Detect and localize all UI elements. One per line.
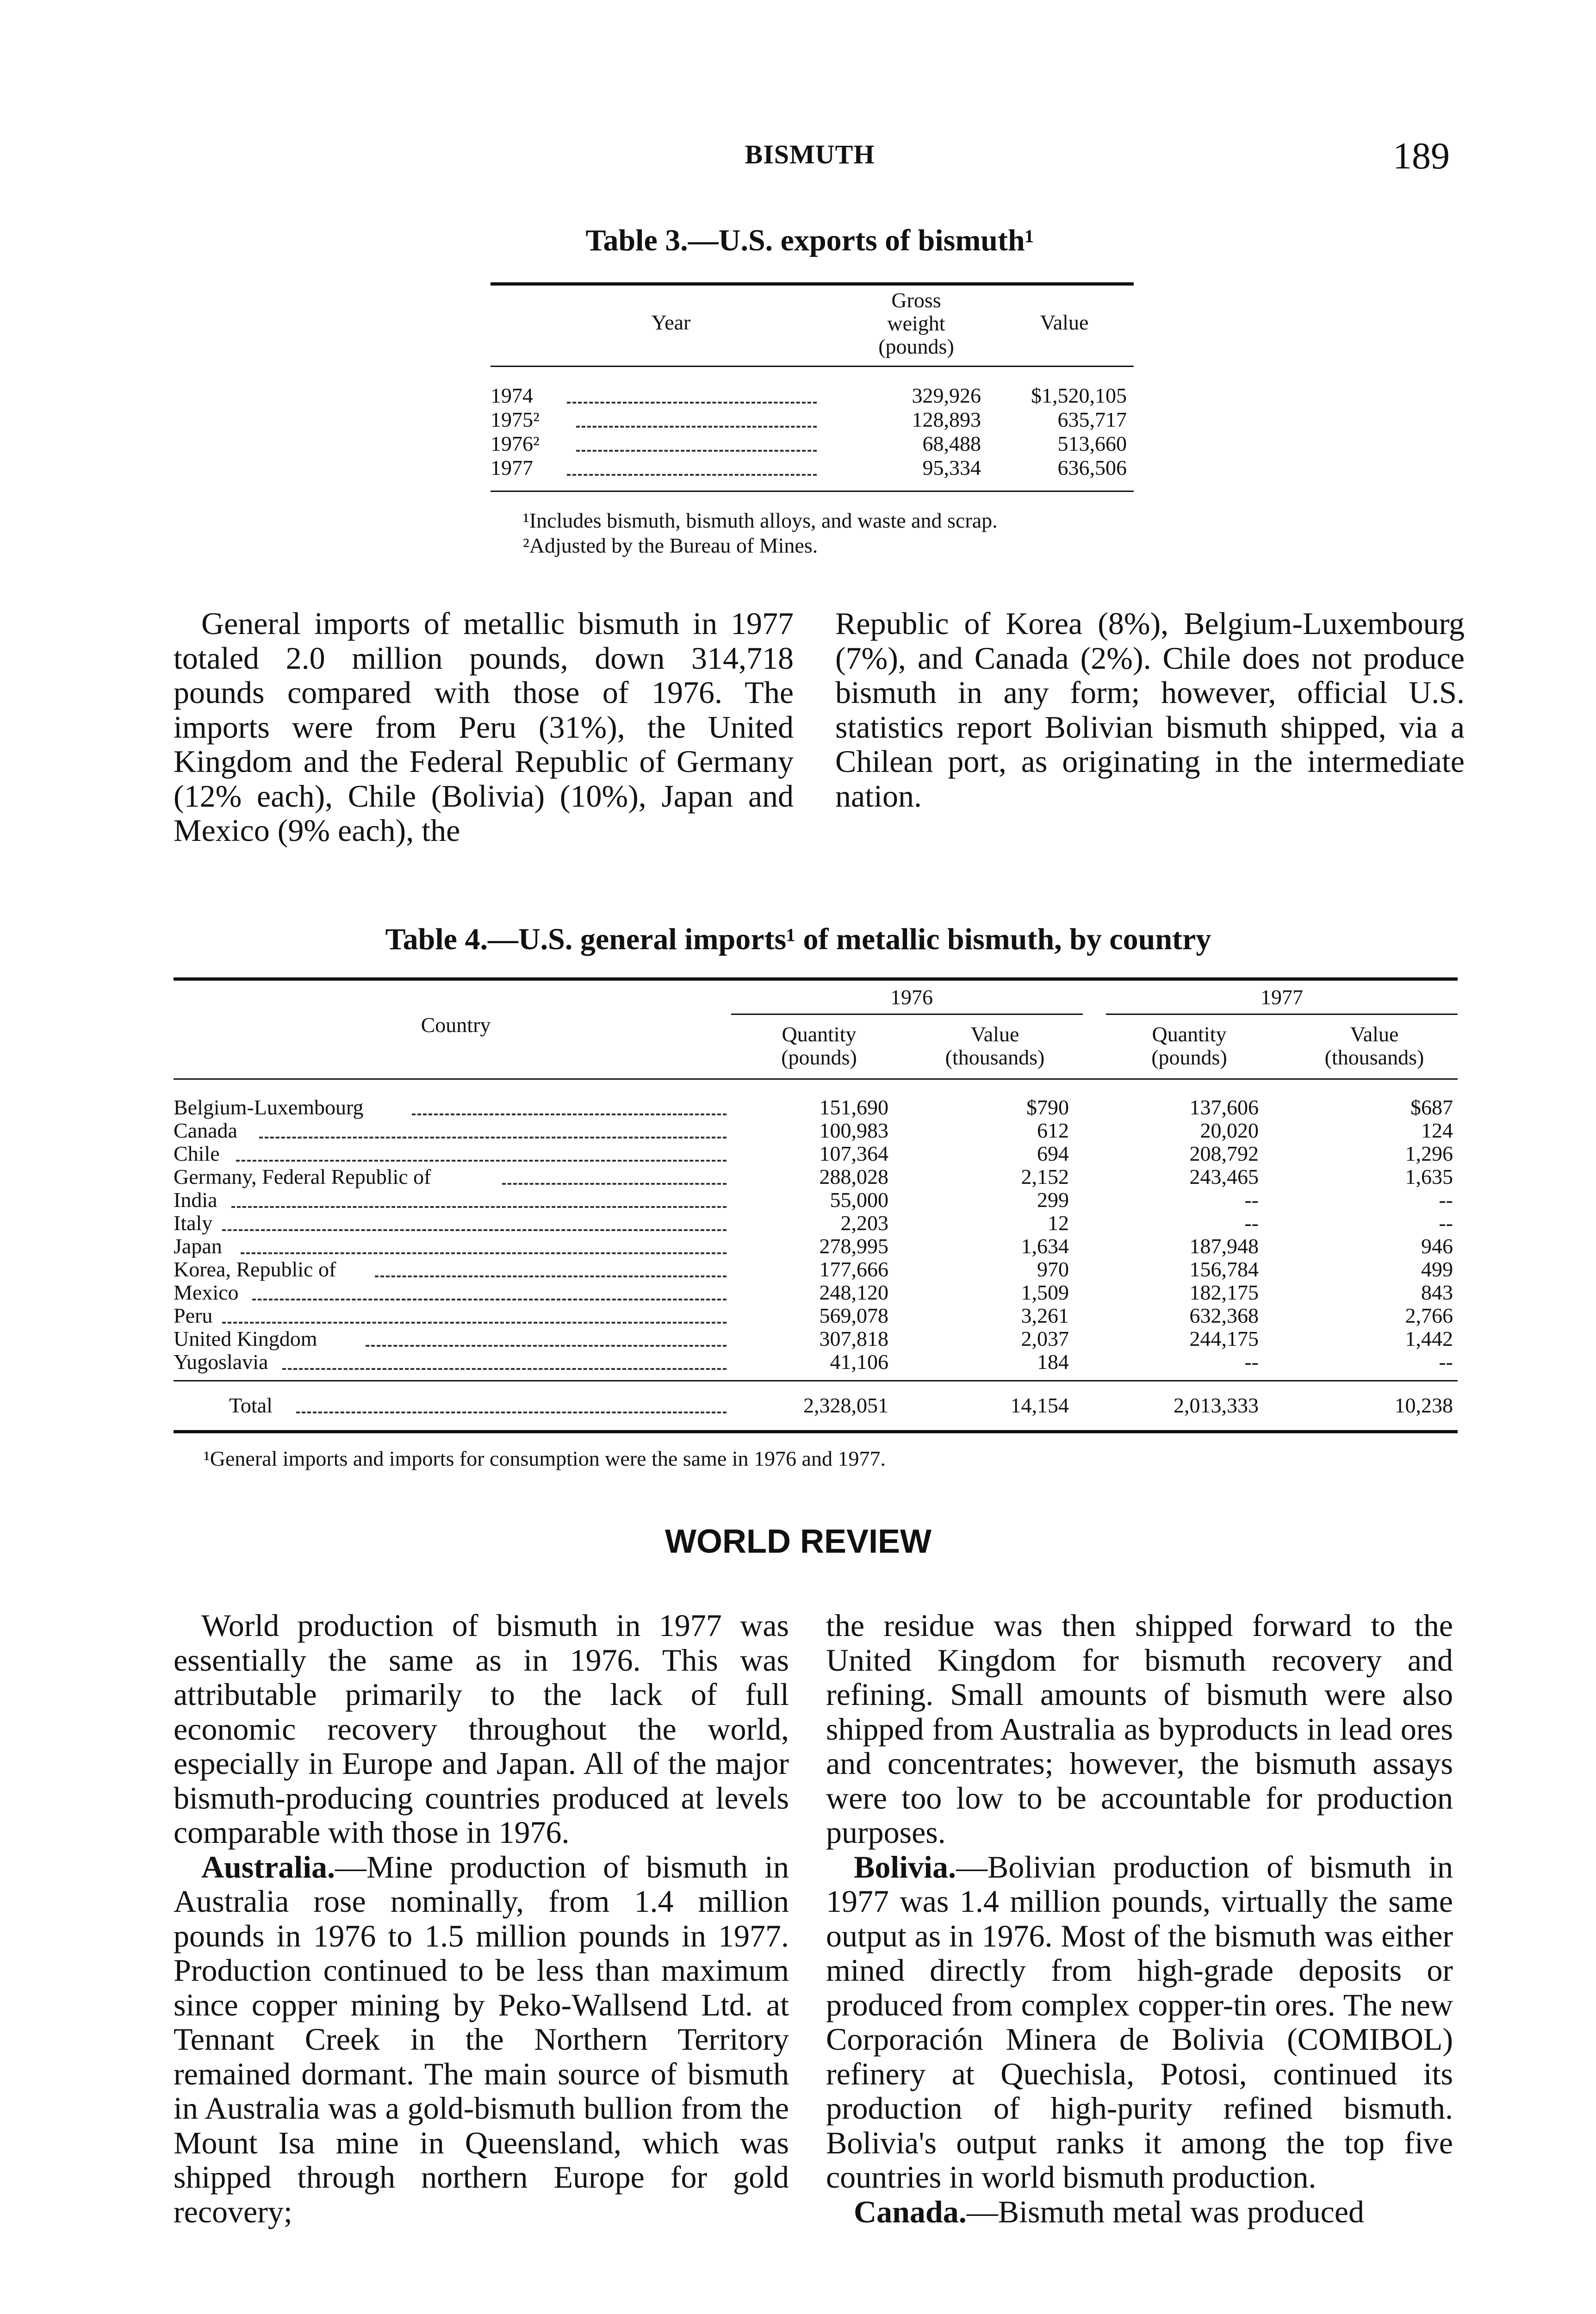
australia-paragraph	[174, 1850, 789, 2229]
table-4-country: Japan	[174, 1234, 222, 1258]
running-title: BISMUTH	[745, 139, 875, 169]
table-3-header-rule	[491, 366, 1134, 367]
table-3-value: 635,717	[1057, 408, 1127, 431]
leader-dots	[282, 1368, 727, 1370]
table-4-val-1977: 499	[1421, 1257, 1453, 1281]
leader-dots	[259, 1137, 727, 1138]
table-4-qty-1976: 151,690	[819, 1095, 888, 1119]
table-4-qty-1976: 41,106	[830, 1350, 888, 1374]
table-4-qty-1977: 187,948	[1189, 1234, 1259, 1258]
table-4-qty-1977: --	[1244, 1350, 1259, 1374]
table-4-val-1976: 694	[1037, 1142, 1069, 1165]
leader-dots	[567, 402, 817, 404]
table-3-weight: 128,893	[912, 408, 981, 431]
table-4-qty-1977: 20,020	[1200, 1119, 1259, 1142]
table-4-val-1976: 970	[1037, 1257, 1069, 1281]
table-4-country: Korea, Republic of	[174, 1257, 336, 1281]
table-3-weight: 68,488	[922, 432, 981, 455]
leader-dots	[222, 1322, 727, 1324]
table-4-qty-1976: 100,983	[819, 1119, 888, 1142]
table-4-country: India	[174, 1188, 217, 1212]
table-3-value: 636,506	[1057, 456, 1127, 479]
table-4-val-1976: 3,261	[1021, 1304, 1069, 1327]
table-4-val-1976: 299	[1037, 1188, 1069, 1212]
table-3-weight-header: Gross weight (pounds)	[878, 288, 954, 358]
table-4-qty-1977: 244,175	[1189, 1327, 1259, 1350]
table-4-qty-1976: 288,028	[819, 1165, 888, 1188]
leader-dots	[412, 1113, 727, 1115]
table-3-footnote-2: ²Adjusted by the Bureau of Mines.	[523, 534, 818, 557]
table-4-qty-1977: 243,465	[1189, 1165, 1259, 1188]
table-4-val-1977: 1,442	[1405, 1327, 1453, 1350]
table-4-val-1976: 184	[1037, 1350, 1069, 1374]
table-4-country: Italy	[174, 1211, 213, 1235]
table-3-weight: 95,334	[922, 456, 981, 479]
table-4-val-1976: 12	[1048, 1211, 1069, 1235]
leader-dots	[576, 450, 817, 452]
table-4-qty-1977: 137,606	[1189, 1095, 1259, 1119]
table-3-year: 1975²	[491, 408, 540, 431]
table-4-title: Table 4.—U.S. general imports¹ of metallic bismuth, by country	[385, 922, 1211, 956]
table-4-qty-header-1976: Quantity (pounds)	[781, 1022, 857, 1069]
world-review-intro-paragraph: World production of bismuth in 1977 was essentially the same as in 1976. This was attributable primarily to the lack of full economic recovery throughout the world, especially in Europe and Japan. All of the major bismuth-producing countries produced at levels comparable with those in 1976.	[174, 1608, 789, 1850]
table-4-val-1976: 1,634	[1021, 1234, 1069, 1258]
leader-dots	[567, 474, 817, 476]
table-4-qty-1977: --	[1244, 1188, 1259, 1212]
table-4-country: Mexico	[174, 1281, 239, 1304]
table-4-country: United Kingdom	[174, 1327, 317, 1350]
table-4-year-1977: 1977	[1261, 985, 1303, 1009]
bolivia-label: Bolivia.	[854, 1849, 956, 1885]
table-4-val-1976: 2,152	[1021, 1165, 1069, 1188]
page-number: 189	[1393, 135, 1450, 177]
table-4-country: Yugoslavia	[174, 1350, 268, 1374]
leader-dots	[222, 1229, 727, 1231]
table-4-qty-1977: --	[1244, 1211, 1259, 1235]
table-4-qty-1977: 208,792	[1189, 1142, 1259, 1165]
table-4-country: Chile	[174, 1142, 220, 1165]
table-4-qty-1977: 632,368	[1189, 1304, 1259, 1327]
table-3-value: $1,520,105	[1031, 384, 1127, 407]
table-4-country: Belgium-Luxembourg	[174, 1095, 364, 1119]
table-4-val-1976: 2,037	[1021, 1327, 1069, 1350]
table-4-val-1977: --	[1439, 1211, 1453, 1235]
world-review-left-column	[174, 1608, 789, 2229]
table-4-val-1976: 1,509	[1021, 1281, 1069, 1304]
table-3-year: 1976²	[491, 432, 540, 455]
table-3-weight: 329,926	[912, 384, 981, 407]
leader-dots	[252, 1299, 727, 1300]
canada-label: Canada.	[854, 2194, 967, 2229]
leader-dots	[236, 1160, 727, 1162]
table-4-1977-span-rule	[1106, 1014, 1458, 1015]
world-review-heading: WORLD REVIEW	[665, 1523, 932, 1560]
leader-dots	[375, 1275, 727, 1277]
table-4-total-val-1976: 14,154	[1010, 1393, 1069, 1417]
bolivia-text: —Bolivian production of bismuth in 1977 was 1.4 million pounds, virtually the same output as in 1976. Most of the bismuth was either mined directly from high-grade deposits or produced from complex copper-tin ores. The new Corporación Minera de Bolivia (COMIBOL) refinery at Quechisla, Potosi, continued its production of high-purity refined bismuth. Bolivia's output ranks it among the top five countries in world bismuth production.	[826, 1849, 1453, 2195]
table-4-val-1977: 843	[1421, 1281, 1453, 1304]
table-4-total-val-1977: 10,238	[1394, 1393, 1453, 1417]
table-4-val-1977: 946	[1421, 1234, 1453, 1258]
table-4-val-1976: $790	[1026, 1095, 1069, 1119]
canada-paragraph	[826, 2195, 1453, 2229]
intro-paragraph-left: General imports of metallic bismuth in 1977 totaled 2.0 million pounds, down 314,718 pounds compared with those of 1976. The imports were from Peru (31%), the United Kingdom and the Federal Republic of Germany (12% each), Chile (Bolivia) (10%), Japan and Mexico (9% each), the	[174, 606, 794, 848]
leader-dots	[241, 1252, 727, 1254]
australia-continued-paragraph: the residue was then shipped forward to the United Kingdom for bismuth recovery and refining. Small amounts of bismuth were also shipped from Australia as byproducts in lead ores and concentrates; however, the bismuth assays were too low to be accountable for production purposes.	[826, 1608, 1453, 1850]
table-3-value-header: Value	[1040, 311, 1089, 334]
table-4-qty-1977: 182,175	[1189, 1281, 1259, 1304]
leader-dots	[366, 1345, 727, 1347]
australia-label: Australia.	[201, 1849, 335, 1885]
table-4-total-qty-1976: 2,328,051	[803, 1393, 888, 1417]
table-4-total-qty-1977: 2,013,333	[1174, 1393, 1259, 1417]
table-4-qty-1976: 177,666	[819, 1257, 888, 1281]
table-4-header-rule	[174, 1078, 1458, 1080]
table-4-qty-1976: 2,203	[840, 1211, 888, 1235]
table-4-val-header-1977: Value (thousands)	[1324, 1022, 1424, 1069]
table-4-qty-1976: 307,818	[819, 1327, 888, 1350]
table-3-top-rule	[491, 282, 1134, 286]
leader-dots	[231, 1206, 727, 1208]
table-4-qty-1976: 569,078	[819, 1304, 888, 1327]
table-4-val-1977: 2,766	[1405, 1304, 1453, 1327]
australia-text: —Mine production of bismuth in Australia rose nominally, from 1.4 million pounds in 1976 to 1.5 million pounds in 1977. Production continued to be less than maximum since copper mining by Peko-Wallsend Ltd. at Tennant Creek in the Northern Territory remained dormant. The main source of bismuth in Australia was a gold-bismuth bullion from the Mount Isa mine in Queensland, which was shipped through northern Europe for gold recovery;	[174, 1849, 789, 2229]
table-4-bottom-rule	[174, 1430, 1458, 1433]
table-4-qty-header-1977: Quantity (pounds)	[1151, 1022, 1227, 1069]
table-3-bottom-rule	[491, 491, 1134, 492]
table-3-title: Table 3.—U.S. exports of bismuth¹	[585, 224, 1034, 257]
table-4-footnote: ¹General imports and imports for consumption were the same in 1976 and 1977.	[204, 1447, 886, 1470]
leader-dots	[502, 1183, 727, 1185]
table-4-val-1977: 124	[1421, 1119, 1453, 1142]
table-4-qty-1977: 156,784	[1189, 1257, 1259, 1281]
table-4-country-header: Country	[421, 1013, 491, 1037]
table-3-value: 513,660	[1057, 432, 1127, 455]
table-4-val-1977: 1,635	[1405, 1165, 1453, 1188]
leader-dots	[296, 1412, 727, 1413]
table-4-country: Peru	[174, 1304, 213, 1327]
table-4-country: Germany, Federal Republic of	[174, 1165, 431, 1188]
table-4-val-1977: 1,296	[1405, 1142, 1453, 1165]
table-4-top-rule	[174, 977, 1458, 981]
table-4-qty-1976: 278,995	[819, 1234, 888, 1258]
canada-text: —Bismuth metal was produced	[966, 2194, 1365, 2229]
table-4-val-1977: --	[1439, 1350, 1453, 1374]
table-3-year: 1974	[491, 384, 533, 407]
table-4-qty-1976: 55,000	[830, 1188, 888, 1212]
table-4-year-1976: 1976	[890, 985, 933, 1009]
bolivia-paragraph	[826, 1850, 1453, 2195]
table-4-val-1977: $687	[1410, 1095, 1453, 1119]
table-3-year: 1977	[491, 456, 533, 479]
table-4-qty-1976: 248,120	[819, 1281, 888, 1304]
table-4-total-label: Total	[229, 1393, 273, 1417]
leader-dots	[576, 426, 817, 428]
world-review-right-column	[826, 1608, 1453, 2229]
table-4-val-header-1976: Value (thousands)	[945, 1022, 1045, 1069]
table-4-val-1977: --	[1439, 1188, 1453, 1212]
table-4-country: Canada	[174, 1119, 237, 1142]
table-3-year-header: Year	[651, 311, 691, 334]
table-4-1976-span-rule	[731, 1014, 1083, 1015]
table-4-val-1976: 612	[1037, 1119, 1069, 1142]
table-4-qty-1976: 107,364	[819, 1142, 888, 1165]
table-4-total-rule	[174, 1380, 1458, 1381]
table-3-footnote-1: ¹Includes bismuth, bismuth alloys, and waste and scrap.	[523, 509, 998, 532]
intro-paragraph-right: Republic of Korea (8%), Belgium-Luxembourg (7%), and Canada (2%). Chile does not produce bismuth in any form; however, official U.S. statistics report Bolivian bismuth shipped, via a Chilean port, as originating in the intermediate nation.	[835, 606, 1465, 814]
